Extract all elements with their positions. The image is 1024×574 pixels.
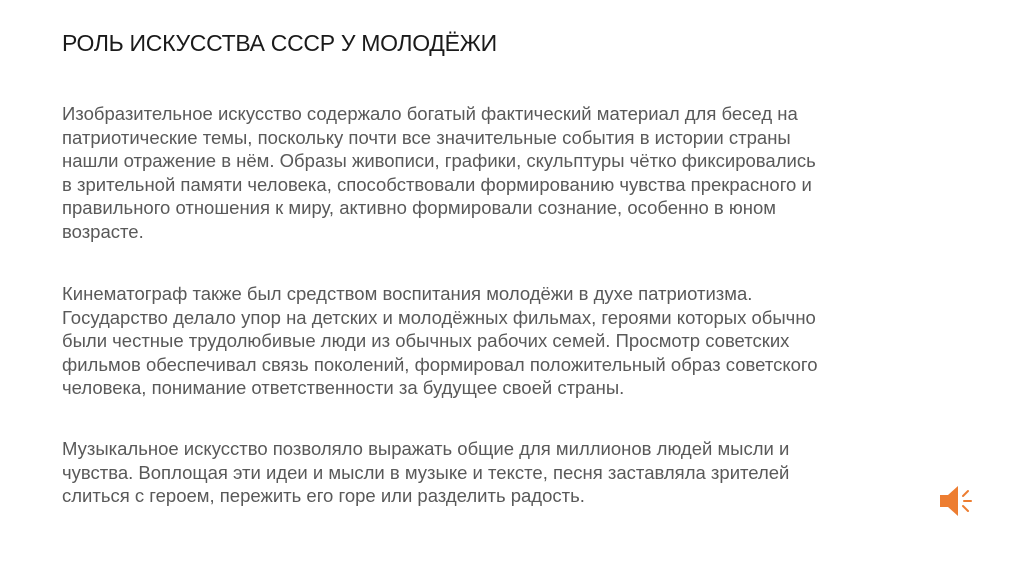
paragraph-line: патриотические темы, поскольку почти все значительные события в истории страны [62, 126, 791, 148]
paragraph-line: Изобразительное искусство содержало богатый фактический материал для бесед на [62, 103, 798, 124]
paragraph-cinema [62, 282, 962, 400]
slide-title: РОЛЬ ИСКУССТВА СССР У МОЛОДЁЖИ [62, 30, 497, 56]
paragraph-line: в зрительной памяти человека, способствовали формированию чувства прекрасного и [62, 173, 812, 195]
paragraph-line: Государство делало упор на детских и молодёжных фильмах, героями которых обычно [62, 306, 816, 328]
paragraph-visual-art [62, 102, 962, 243]
paragraph-line: были честные трудолюбивые люди из обычных рабочих семей. Просмотр советских [62, 330, 790, 351]
paragraph-line: чувства. Воплощая эти идеи и мысли в музыке и тексте, песня заставляла зрителей [62, 461, 790, 483]
paragraph-line: фильмов обеспечивал связь поколений, формировал положительный образ советского [62, 353, 818, 375]
paragraph-music [62, 437, 962, 508]
paragraph-line: Кинематограф также был средством воспитания молодёжи в духе патриотизма. [62, 283, 753, 304]
paragraph-line: правильного отношения к миру, активно формировали сознание, особенно в юном [62, 197, 776, 218]
paragraph-line: слиться с героем, пережить его горе или разделить радость. [62, 485, 585, 506]
paragraph-line: человека, понимание ответственности за будущее своей страны. [62, 377, 625, 398]
speaker-icon[interactable] [938, 484, 976, 518]
paragraph-line: возрасте. [62, 220, 144, 242]
paragraph-line: нашли отражение в нём. Образы живописи, графики, скульптуры чётко фиксировались [62, 150, 816, 171]
paragraph-line: Музыкальное искусство позволяло выражать общие для миллионов людей мысли и [62, 438, 790, 459]
